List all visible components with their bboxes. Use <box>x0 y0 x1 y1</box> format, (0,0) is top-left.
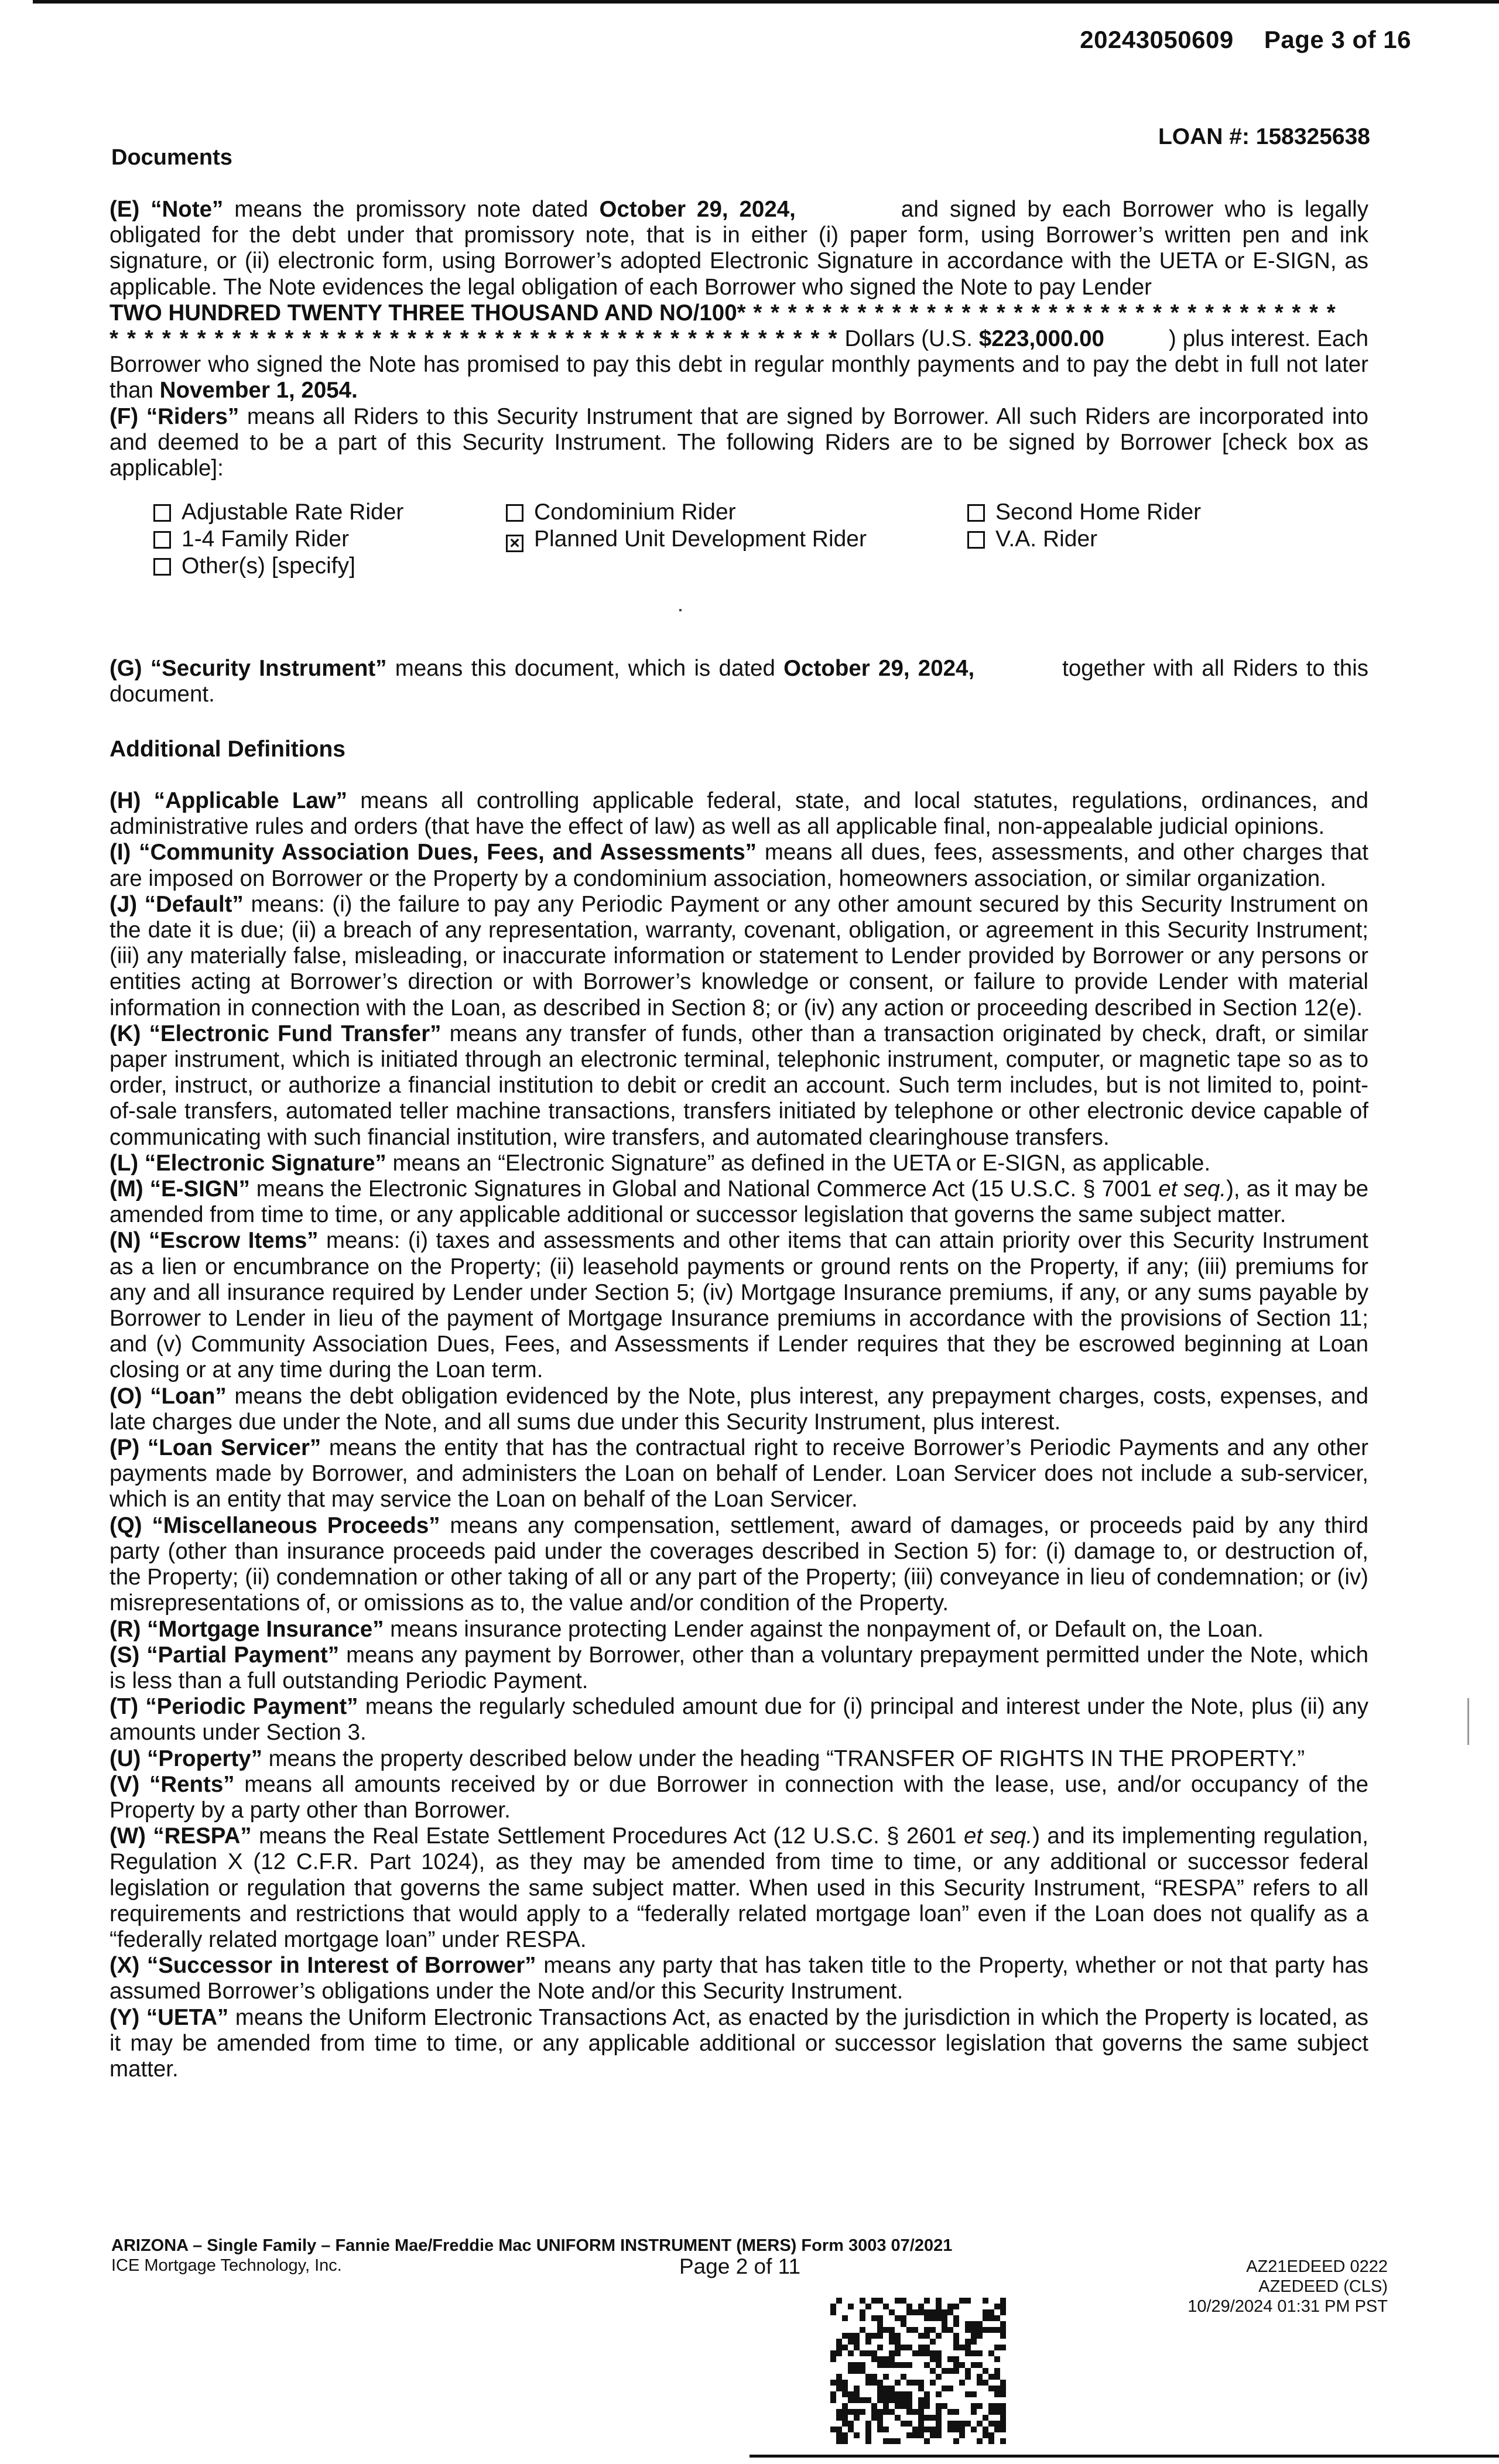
rider-planned-unit-development[interactable]: × Planned Unit Development Rider <box>506 526 867 553</box>
document-number: 20243050609 <box>1080 26 1234 53</box>
loan-number: LOAN #: 158325638 <box>1158 124 1370 149</box>
scan-edge-mark <box>1467 1698 1469 1745</box>
rider-other[interactable]: Other(s) [specify] <box>153 553 355 580</box>
definitions-h-y: (H) “Applicable Law” means all controlling applicable federal, state, and local statutes, regulations, ordinances, and administrative rules and orders (that have the effect of law) as well as all applicable final, non-appealable judicial opinions. (I) “Community Association Dues, Fees, and Assessments” means all dues, fees, assessments, and other charges that are imposed on Borrower or the Property by a condominium association, homeowners association, or similar organization. (J) “Default” means: (i) the failure to pay any Periodic Payment or any other amount secured by this Security Instrument on the date it is due; (ii) a breach of any representation, warranty, covenant, obligation, or agreement in this Security Instrument; (iii) any materially false, misleading, or inaccurate information or statement to Lender provided by Borrower or any persons or entities acting at Borrower’s direction or with Borrower’s knowledge or consent, or failure to provide Lender with material information in connection with the Loan, as described in Section 8; or (iv) any action or proceeding described in Section 12(e). (K) “Electronic Fund Transfer” means any transfer of funds, other than a transaction originated by check, draft, or similar paper instrument, which is initiated through an electronic terminal, telephonic instrument, computer, or magnetic tape so as to order, instruct, or authorize a financial institution to debit or credit an account. Such term includes, but is not limited to, point-of-sale transfers, automated teller machine transactions, transfers initiated by telephone or other electronic device capable of communicating with such financial institution, wire transfers, and automated clearinghouse transfers. (L) “Electronic Signature” means an “Electronic Signature” as defined in the UETA or E-SIGN, as applicable. (M) “E-SIGN” means the Electronic Signatures in Global and National Commerce Act (15 U.S.C. § 7001 et seq.), as it may be amended from time to time, or any applicable additional or successor legislation that governs the same subject matter. (N) “Escrow Items” means: (i) taxes and assessments and other items that can attain priority over this Security Instrument as a lien or encumbrance on the Property; (ii) leasehold payments or ground rents on the Property, if any; (iii) premiums for any and all insurance required by Lender under Section 5; (iv) Mortgage Insurance premiums, if any, or any sums payable by Borrower to Lender in lieu of the payment of Mortgage Insurance premiums in accordance with the provisions of Section 11; and (v) Community Association Dues, Fees, and Assessments if Lender requires that they be escrowed beginning at Loan closing or at any time during the Loan term. (O) “Loan” means the debt obligation evidenced by the Note, plus interest, any prepayment charges, costs, expenses, and late charges due under the Note, and all sums due under this Security Instrument, plus interest. (P) “Loan Servicer” means the entity that has the contractual right to receive Borrower’s Periodic Payments and any other payments made by Borrower, and administers the Loan on behalf of Lender. Loan Servicer does not include a sub-servicer, which is an entity that may service the Loan on behalf of the Loan Servicer. (Q) “Miscellaneous Proceeds” means any compensation, settlement, award of damages, or proceeds paid by any third party (other than insurance proceeds paid under the coverages described in Section 5) for: (i) damage to, or destruction of, the Property; (ii) condemnation or other taking of all or any part of the Property; (iii) conveyance in lieu of condemnation; or (iv) misrepresentations of, or omissions as to, the value and/or condition of the Property. (R) “Mortgage Insurance” means insurance protecting Lender against the nonpayment of, or Default on, the Loan. (S) “Partial Payment” means any payment by Borrower, other than a voluntary prepayment permitted under the Note, which is less than a full outstanding Periodic Payment. (T) “Periodic Payment” means the regularly scheduled amount due for (i) principal and interest under the Note, plus (ii) any amounts under Section 3. (U) “Property” means the property described below under the heading “TRANSFER OF RIGHTS IN THE PROPERTY.” (V) “Rents” means all amounts received by or due Borrower in connection with the lease, use, and/or occupancy of the Property by a party other than Borrower. (W) “RESPA” means the Real Estate Settlement Procedures Act (12 U.S.C. § 2601 et seq.) and its implementing regulation, Regulation X (12 C.F.R. Part 1024), as they may be amended from time to time, or any additional or successor federal legislation or regulation that governs the same subject matter. When used in this Security Instrument, “RESPA” refers to all requirements and restrictions that would apply to a “federally related mortgage loan” even if the Loan does not qualify as a “federally related mortgage loan” under RESPA. (X) “Successor in Interest of Borrower” means any party that has taken title to the Property, whether or not that party has assumed Borrower’s obligations under the Note and/or this Security Instrument. (Y) “UETA” means the Uniform Electronic Transactions Act, as enacted by the jurisdiction in which the Property is located, as it may be amended from time to time, or any applicable additional or successor legislation that governs the same subject matter. <box>109 788 1369 2082</box>
definition-note: (E) “Note” means the promissory note dated October 29, 2024, and signed by each Borrower who is legally obligated for the debt under that promissory note, that is in either (i) paper form, using Borrower’s written pen and ink signature, or (ii) electronic form, using Borrower’s adopted Electronic Signature in accordance with the UETA or E-SIGN, as applicable. The Note evidences the legal obligation of each Borrower who signed the Note to pay Lender <box>109 197 1368 300</box>
definition-riders: (F) “Riders” means all Riders to this Security Instrument that are signed by Borrower. All such Riders are incorporated into and deemed to be a part of this Security Instrument. The following Riders are to be signed by Borrower [check box as applicable]: <box>109 403 1368 481</box>
rider-va[interactable]: V.A. Rider <box>967 526 1097 553</box>
checkbox-icon[interactable] <box>967 531 985 549</box>
footer-left <box>111 2236 953 2278</box>
additional-definitions-heading: Additional Definitions <box>109 737 345 762</box>
section-title: Documents <box>111 145 232 170</box>
form-code: AZ21EDEED 0222 <box>1246 2257 1388 2276</box>
rider-condominium[interactable]: Condominium Rider <box>506 499 736 526</box>
security-instrument-date: October 29, 2024, <box>783 656 975 681</box>
generated-timestamp: 10/29/2024 01:31 PM PST <box>1187 2297 1388 2316</box>
vendor-name: ICE Mortgage Technology, Inc. <box>111 2256 342 2275</box>
2d-barcode-icon <box>830 2298 1006 2444</box>
checkbox-icon[interactable] <box>967 504 985 522</box>
page-indicator: Page 3 of 16 <box>1264 26 1411 53</box>
recording-header <box>1080 26 1411 54</box>
footer-right <box>1187 2257 1388 2316</box>
amount-in-words: TWO HUNDRED TWENTY THREE THOUSAND AND NO/100* <box>109 300 746 326</box>
checkbox-icon[interactable] <box>153 558 171 576</box>
definition-security-instrument: (G) “Security Instrument” means this document, which is dated October 29, 2024, together with all Riders to this document. <box>109 656 1368 707</box>
checkbox-icon[interactable] <box>506 504 523 522</box>
rider-1-4-family[interactable]: 1-4 Family Rider <box>153 526 349 553</box>
checked-checkbox-icon[interactable]: × <box>506 535 523 552</box>
top-border <box>33 0 1499 4</box>
rider-second-home[interactable]: Second Home Rider <box>967 499 1201 526</box>
scan-speck <box>679 609 682 611</box>
checkbox-icon[interactable] <box>153 531 171 549</box>
amount-in-figures: $223,000.00 <box>978 326 1104 352</box>
definitions-e-f: (E) “Note” means the promissory note dated October 29, 2024, and signed by each Borrower who is legally obligated for the debt under that promissory note, that is in either (i) paper form, using Borrower’s written pen and ink signature, or (ii) electronic form, using Borrower’s adopted Electronic Signature in accordance with the UETA or E-SIGN, as applicable. The Note evidences the legal obligation of each Borrower who signed the Note to pay Lender TWO HUNDRED TWENTY THREE THOUSAND AND NO/100* * * * * * * * * * * * * * * * * * * * * * * * * * * * * * * * * * * * * * * * * * * * * * * * * * * * * * * * * * * * * * * * * * * * * * * * * * * * * Dollars (U.S. $223,000.00 ) plus interest. Each Borrower who signed the Note has promised to pay this debt in regular monthly payments and to pay the debt in full not later than November 1, 2054. (F) “Riders” means all Riders to this Security Instrument that are signed by Borrower. All such Riders are incorporated into and deemed to be a part of this Security Instrument. The following Riders are to be signed by Borrower [check box as applicable]: <box>109 197 1368 481</box>
form-identifier: ARIZONA – Single Family – Fannie Mae/Freddie Mac UNIFORM INSTRUMENT (MERS) Form 3003 07/2021 <box>111 2236 953 2255</box>
bottom-border <box>750 2455 1499 2458</box>
maturity-date: November 1, 2054. <box>159 378 358 403</box>
checkbox-icon[interactable] <box>153 504 171 522</box>
form-page-number: Page 2 of 11 <box>679 2254 801 2278</box>
form-code-cls: AZEDEED (CLS) <box>1258 2277 1388 2296</box>
rider-adjustable-rate[interactable]: Adjustable Rate Rider <box>153 499 403 526</box>
note-date: October 29, 2024, <box>599 197 796 222</box>
